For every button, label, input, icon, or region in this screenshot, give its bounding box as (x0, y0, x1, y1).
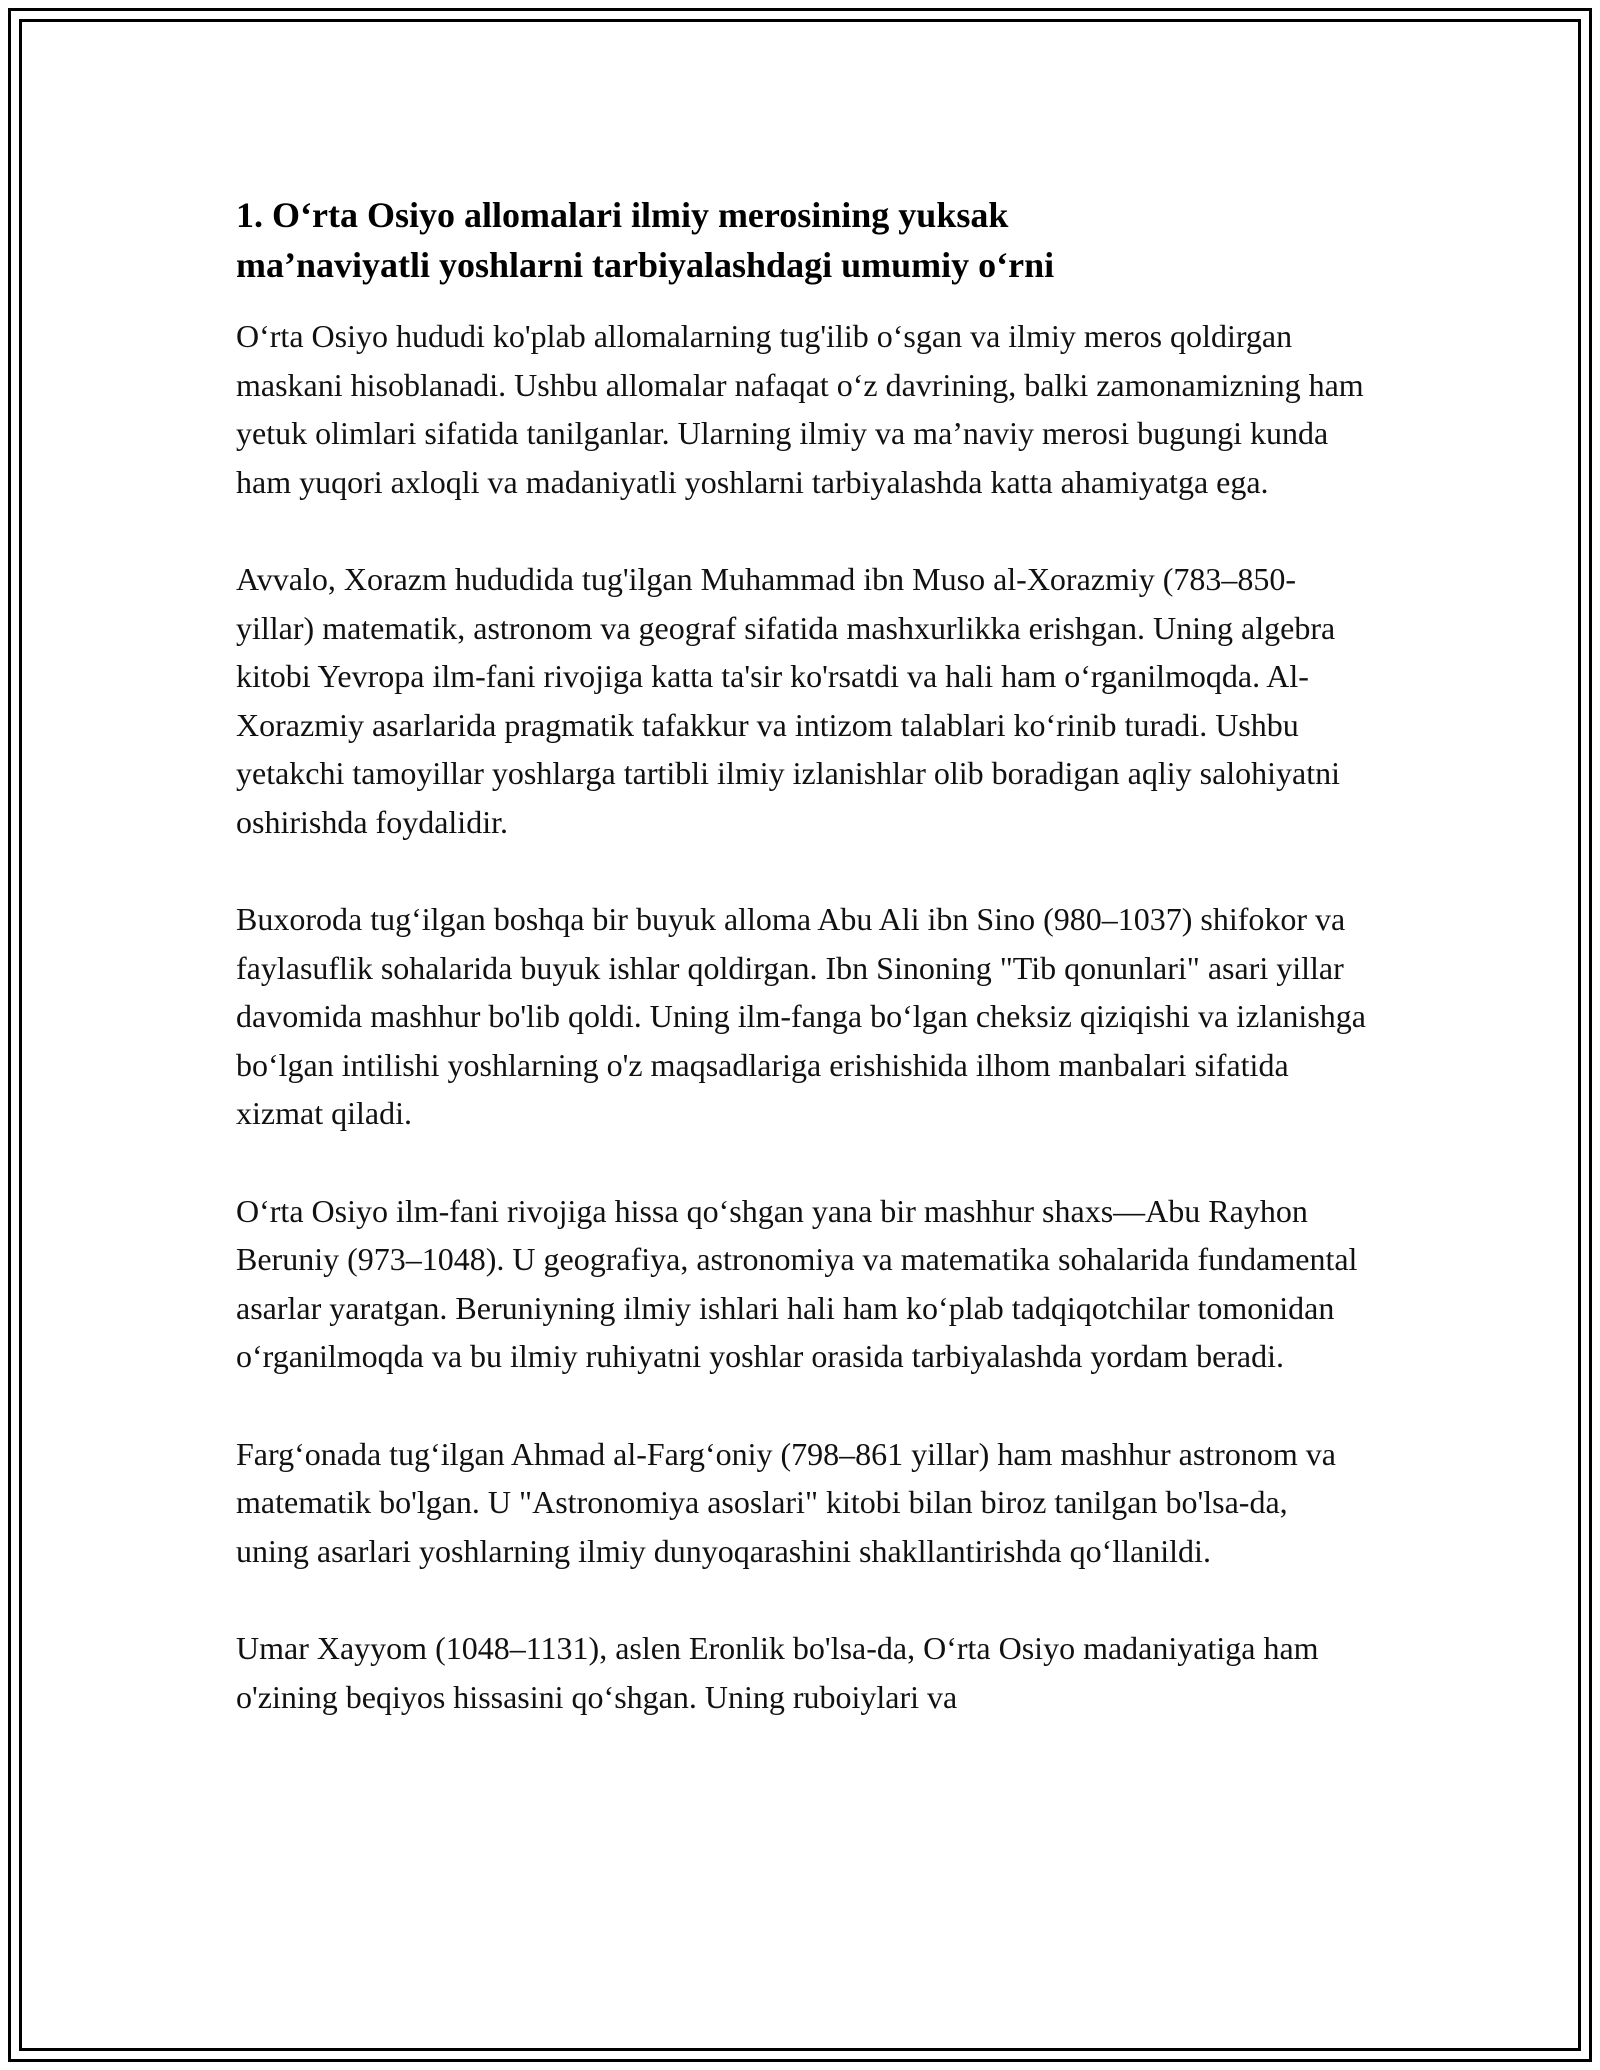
document-body (236, 190, 1366, 1770)
paragraph-xorazmiy: Avvalo, Xorazm hududida tug'ilgan Muhammad ibn Muso al-Xorazmiy (783–850-yillar) matematik, astronom va geograf sifatida mashxurlikka erishgan. Uning algebra kitobi Yevropa ilm-fani rivojiga katta ta'sir ko'rsatdi va hali ham o‘rganilmoqda. Al-Xorazmiy asarlarida pragmatik tafakkur va intizom talablari ko‘rinib turadi. Ushbu yetakchi tamoyillar yoshlarga tartibli ilmiy izlanishlar olib boradigan aqliy salohiyatni oshirishda foydalidir. (236, 561, 1341, 840)
paragraph-intro: O‘rta Osiyo hududi ko'plab allomalarning tug'ilib o‘sgan va ilmiy meros qoldirgan maskani hisoblanadi. Ushbu allomalar nafaqat o‘z davrining, balki zamonamizning ham yetuk olimlari sifatida tanilganlar. Ularning ilmiy va ma’naviy merosi bugungi kunda ham yuqori axloqli va madaniyatli yoshlarni tarbiyalashda katta ahamiyatga ega. (236, 318, 1364, 500)
paragraph-farghoniy: Farg‘onada tug‘ilgan Ahmad al-Farg‘oniy (798–861 yillar) ham mashhur astronom va matematik bo'lgan. U "Astronomiya asoslari" kitobi bilan biroz tanilgan bo'lsa-da, uning asarlari yoshlarning ilmiy dunyoqarashini shakllantirishda qo‘llanildi. (236, 1435, 1336, 1569)
paragraph-beruniy: O‘rta Osiyo ilm-fani rivojiga hissa qo‘shgan yana bir mashhur shaxs—Abu Rayhon Beruniy (973–1048). U geografiya, astronomiya va matematika sohalarida fundamental asarlar yaratgan. Beruniyning ilmiy ishlari hali ham ko‘plab tadqiqotchilar tomonidan o‘rganilmoqda va bu ilmiy ruhiyatni yoshlar orasida tarbiyalashda yordam beradi. (236, 1192, 1358, 1374)
paragraph-ibn-sino: Buxoroda tug‘ilgan boshqa bir buyuk alloma Abu Ali ibn Sino (980–1037) shifokor va faylasuflik sohalarida buyuk ishlar qoldirgan. Ibn Sinoning "Tib qonunlari" asari yillar davomida mashhur bo'lib qoldi. Uning ilm-fanga bo‘lgan cheksiz qiziqishi va izlanishga bo‘lgan intilishi yoshlarning o'z maqsadlariga erishishida ilhom manbalari sifatida xizmat qiladi. (236, 901, 1366, 1131)
section-heading (236, 190, 1366, 290)
section-heading-line-1: 1. O‘rta Osiyo allomalari ilmiy merosining yuksak (236, 195, 1009, 235)
paragraph-umar-xayyom: Umar Xayyom (1048–1131), aslen Eronlik bo'lsa-da, O‘rta Osiyo madaniyatiga ham o'zining beqiyos hissasini qo‘shgan. Uning ruboiylari va (236, 1630, 1319, 1715)
section-heading-line-2: ma’naviyatli yoshlarni tarbiyalashdagi umumiy o‘rni (236, 245, 1055, 285)
